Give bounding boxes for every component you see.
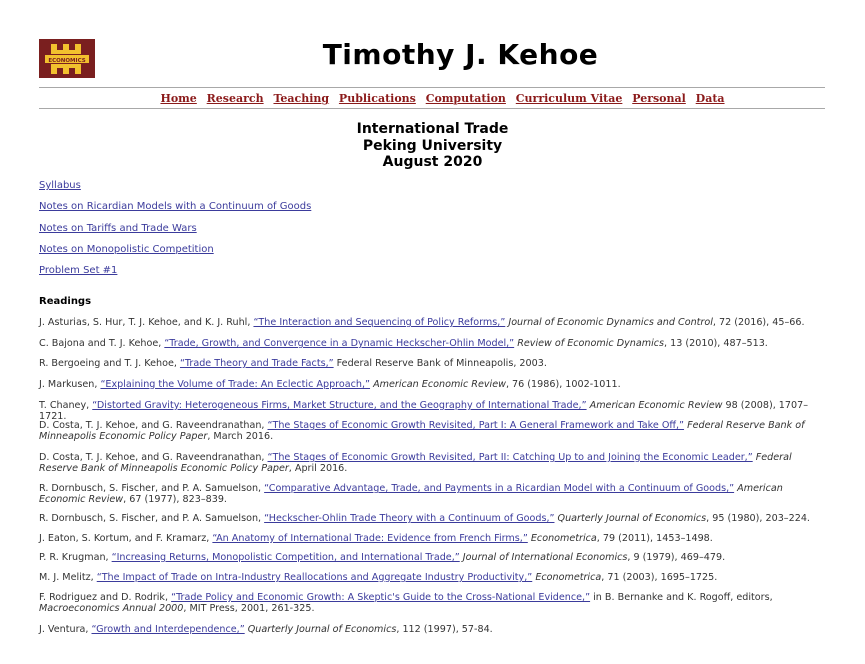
ref-journal: Federal Reserve Bank of Minneapolis Economic Policy Paper — [39, 452, 792, 475]
ref-authors: T. Chaney, — [39, 400, 93, 411]
nav-curriculum-vitae[interactable]: Curriculum Vitae — [515, 92, 623, 105]
ref-details: , 71 (2003), 1695–1725. — [601, 572, 718, 583]
nav-top-divider — [39, 87, 825, 88]
ref-details: , March 2016. — [207, 431, 274, 443]
ref-details: , April 2016. — [288, 463, 348, 475]
ref-details: , 72 (2016), 45–66. — [712, 317, 805, 328]
ref-authors: R. Dornbusch, S. Fischer, and P. A. Samuelson, — [39, 513, 265, 524]
ref-authors: R. Bergoeing and T. J. Kehoe, — [39, 358, 180, 369]
reference-item — [39, 572, 829, 583]
ref-journal: Quarterly Journal of Economics — [247, 624, 397, 635]
course-heading — [0, 121, 865, 171]
nav-publications[interactable]: Publications — [338, 92, 416, 105]
ref-journal: Journal of International Economics — [462, 552, 628, 563]
ref-details: , 13 (2010), 487–513. — [664, 338, 768, 349]
main-nav — [10, 92, 865, 105]
reference-item — [39, 592, 829, 615]
ref-authors: J. Eaton, S. Kortum, and F. Kramarz, — [39, 533, 213, 544]
ref-title-link[interactable]: “Distorted Gravity: Heterogeneous Firms, Market Structure, and the Geography of International Trade,” — [92, 400, 587, 411]
ref-title-link[interactable]: “The Stages of Economic Growth Revisited, Part II: Catching Up to and Joining the Economic Leader,” — [267, 452, 753, 463]
ref-journal: American Economic Review — [373, 379, 506, 390]
ref-details: , 67 (1977), 823–839. — [123, 494, 227, 506]
ref-authors: D. Costa, T. J. Kehoe, and G. Raveendranathan, — [39, 420, 268, 431]
ref-title-link[interactable]: “The Impact of Trade on Intra-Industry Reallocations and Aggregate Industry Productivity,” — [96, 572, 533, 583]
ref-title-link[interactable]: “Trade Policy and Economic Growth: A Skeptic's Guide to the Cross-National Evidence,” — [171, 592, 591, 603]
ref-title-link[interactable]: “Increasing Returns, Monopolistic Competition, and International Trade,” — [111, 552, 460, 563]
ref-journal: Review of Economic Dynamics — [517, 338, 665, 349]
ref-journal: American Economic Review — [589, 400, 723, 411]
ref-details-2: , MIT Press, 2001, 261-325. — [183, 603, 315, 615]
ref-title-link[interactable]: “Explaining the Volume of Trade: An Eclectic Approach,” — [100, 379, 371, 390]
reference-item — [39, 483, 829, 506]
ref-details: Federal Reserve Bank of Minneapolis, 2003. — [336, 358, 547, 369]
reference-item — [39, 624, 829, 635]
ref-journal: American Economic Review — [39, 483, 783, 506]
problem-set-link[interactable]: Problem Set #1 — [39, 265, 118, 277]
ref-journal: Quarterly Journal of Economics — [557, 513, 707, 524]
ref-authors: J. Ventura, — [39, 624, 92, 635]
reference-item — [39, 338, 829, 349]
syllabus-link[interactable]: Syllabus — [39, 180, 81, 191]
logo-text: ECONOMICS — [48, 58, 86, 64]
ref-details: , 112 (1997), 57-84. — [396, 624, 493, 635]
ref-details: , 95 (1980), 203–224. — [706, 513, 810, 524]
ref-authors: J. Markusen, — [39, 379, 101, 390]
course-date: August 2020 — [382, 154, 483, 170]
course-materials — [39, 180, 311, 286]
ref-title-link[interactable]: “Heckscher-Ohlin Trade Theory with a Continuum of Goods,” — [264, 513, 555, 524]
ref-details: , 9 (1979), 469–479. — [627, 552, 726, 563]
ref-authors: F. Rodriguez and D. Rodrik, — [39, 592, 172, 603]
nav-teaching[interactable]: Teaching — [273, 92, 330, 105]
notes-tariffs-link[interactable]: Notes on Tariffs and Trade Wars — [39, 222, 197, 234]
ref-authors: M. J. Melitz, — [39, 572, 97, 583]
nav-personal[interactable]: Personal — [632, 92, 686, 105]
ref-title-link[interactable]: “Trade Theory and Trade Facts,” — [179, 358, 334, 369]
ref-journal: Econometrica — [530, 533, 597, 544]
ref-details: 98 (2008), 1707–1721. — [39, 400, 809, 423]
ref-authors: J. Asturias, S. Hur, T. J. Kehoe, and K. J. Ruhl, — [39, 317, 254, 328]
ref-title-link[interactable]: “Comparative Advantage, Trade, and Payments in a Ricardian Model with a Continuum of Goods,” — [264, 483, 735, 494]
ref-title-link[interactable]: “Trade, Growth, and Convergence in a Dynamic Heckscher-Ohlin Model,” — [164, 338, 515, 349]
nav-computation[interactable]: Computation — [425, 92, 506, 105]
ref-journal: Macroeconomics Annual 2000 — [39, 603, 184, 615]
ref-authors: D. Costa, T. J. Kehoe, and G. Raveendranathan, — [39, 452, 268, 463]
ref-journal: Econometrica — [535, 572, 602, 583]
ref-authors: C. Bajona and T. J. Kehoe, — [39, 338, 165, 349]
readings-heading: Readings — [39, 296, 92, 307]
ref-title-link[interactable]: “The Interaction and Sequencing of Policy Reforms,” — [253, 317, 506, 328]
reference-item — [39, 513, 829, 524]
nav-research[interactable]: Research — [206, 92, 264, 105]
notes-monopolistic-link[interactable]: Notes on Monopolistic Competition — [39, 243, 214, 255]
reference-item — [39, 317, 829, 328]
nav-bottom-divider — [39, 108, 825, 109]
ref-details: in B. Bernanke and K. Rogoff, editors, — [593, 592, 773, 603]
ref-title-link[interactable]: “The Stages of Economic Growth Revisited, Part I: A General Framework and Take Off,” — [267, 420, 685, 431]
ref-journal: Journal of Economic Dynamics and Control — [508, 317, 713, 328]
course-institution: Peking University — [362, 137, 503, 154]
reference-item — [39, 552, 829, 563]
reference-item — [39, 420, 829, 443]
reference-item — [39, 379, 829, 390]
reference-item — [39, 452, 829, 475]
ref-title-link[interactable]: “Growth and Interdependence,” — [91, 624, 245, 635]
ref-details: , 79 (2011), 1453–1498. — [596, 533, 713, 544]
ref-journal: Federal Reserve Bank of Minneapolis Economic Policy Paper — [39, 420, 805, 443]
course-title: International Trade — [356, 121, 509, 137]
reference-item — [39, 533, 829, 544]
reference-item — [39, 358, 829, 369]
ref-title-link[interactable]: “An Anatomy of International Trade: Evidence from French Firms,” — [212, 533, 528, 544]
ref-authors: R. Dornbusch, S. Fischer, and P. A. Samuelson, — [39, 483, 265, 494]
site-title: Timothy J. Kehoe — [322, 38, 599, 71]
nav-home[interactable]: Home — [160, 92, 197, 105]
notes-ricardian-link[interactable]: Notes on Ricardian Models with a Continuum of Goods — [39, 201, 312, 213]
ref-authors: P. R. Krugman, — [39, 552, 112, 563]
ref-details: , 76 (1986), 1002-1011. — [505, 379, 621, 390]
nav-data[interactable]: Data — [695, 92, 725, 105]
